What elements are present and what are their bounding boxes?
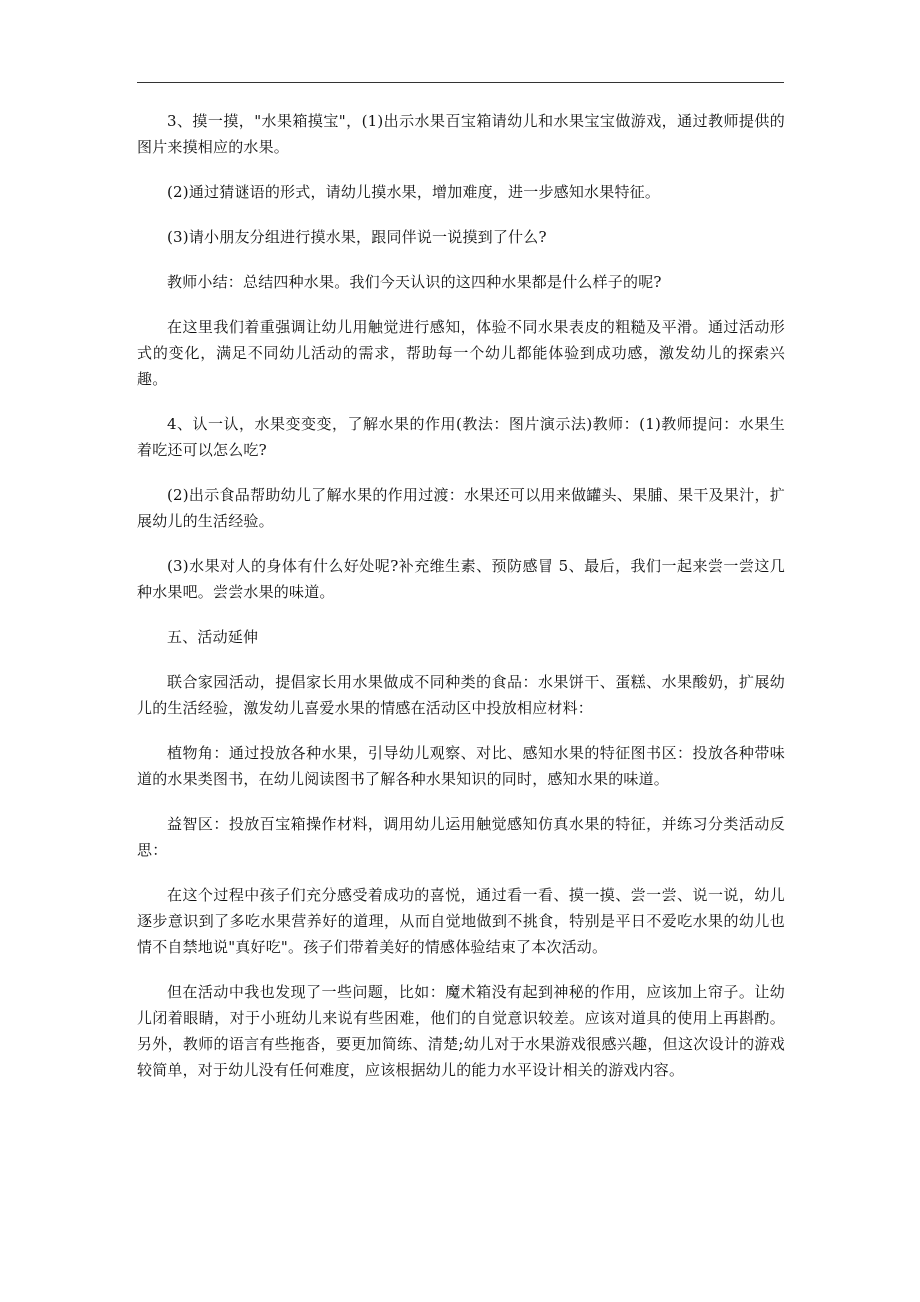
paragraph-emphasis: 在这里我们着重强调让幼儿用触觉进行感知，体验不同水果表皮的粗糙及平滑。通过活动形式的变化，满足不同幼儿活动的需求，帮助每一个幼儿都能体验到成功感，激发幼儿的探索兴趣。 (137, 318, 785, 388)
paragraph-reflection-problems: 但在活动中我也发现了一些问题，比如：魔术箱没有起到神秘的作用，应该加上帘子。让幼儿闭着眼睛，对于小班幼儿来说有些困难，他们的自觉意识较差。应该对道具的使用上再斟酌。另外，教师的语言有些拖沓，要更加简练、清楚;幼儿对于水果游戏很感兴趣，但这次设计的游戏较简单，对于幼儿没有任何难度，应该根据幼儿的能力水平设计相关的游戏内容。 (137, 983, 785, 1079)
paragraph-group-touch: (3)请小朋友分组进行摸水果，跟同伴说一说摸到了什么? (167, 228, 547, 246)
paragraph-activity-4: 4、认一认，水果变变变，了解水果的作用(教法：图片演示法)教师：(1)教师提问：水果生着吃还可以怎么吃? (137, 415, 785, 459)
paragraph-reflection-success: 在这个过程中孩子们充分感受着成功的喜悦，通过看一看、摸一摸、尝一尝、说一说，幼儿逐步意识到了多吃水果营养好的道理，从而自觉地做到不挑食，特别是平日不爱吃水果的幼儿也情不自禁地说"真好吃"。孩子们带着美好的情感体验结束了本次活动。 (137, 886, 785, 956)
section-heading-extension: 五、活动延伸 (167, 628, 259, 646)
paragraph-home-activity: 联合家园活动，提倡家长用水果做成不同种类的食品：水果饼干、蛋糕、水果酸奶，扩展幼儿的生活经验，激发幼儿喜爱水果的情感在活动区中投放相应材料： (137, 673, 785, 717)
document-body (137, 108, 785, 1102)
paragraph-puzzle-area: 益智区：投放百宝箱操作材料，调用幼儿运用触觉感知仿真水果的特征，并练习分类活动反思： (137, 815, 785, 859)
paragraph-health-benefits: (3)水果对人的身体有什么好处呢?补充维生素、预防感冒 5、最后，我们一起来尝一尝这几种水果吧。尝尝水果的味道。 (137, 557, 785, 601)
paragraph-plant-corner: 植物角：通过投放各种水果，引导幼儿观察、对比、感知水果的特征图书区：投放各种带味道的水果类图书，在幼儿阅读图书了解各种水果知识的同时，感知水果的味道。 (137, 744, 785, 788)
paragraph-riddle: (2)通过猜谜语的形式，请幼儿摸水果，增加难度，进一步感知水果特征。 (167, 183, 661, 201)
paragraph-activity-3: 3、摸一摸，"水果箱摸宝"，(1)出示水果百宝箱请幼儿和水果宝宝做游戏，通过教师提供的图片来摸相应的水果。 (137, 112, 785, 156)
header-divider (137, 82, 784, 83)
paragraph-teacher-summary: 教师小结：总结四种水果。我们今天认识的这四种水果都是什么样子的呢? (167, 273, 662, 291)
paragraph-food-usage: (2)出示食品帮助幼儿了解水果的作用过渡：水果还可以用来做罐头、果脯、果干及果汁，扩展幼儿的生活经验。 (137, 486, 785, 530)
